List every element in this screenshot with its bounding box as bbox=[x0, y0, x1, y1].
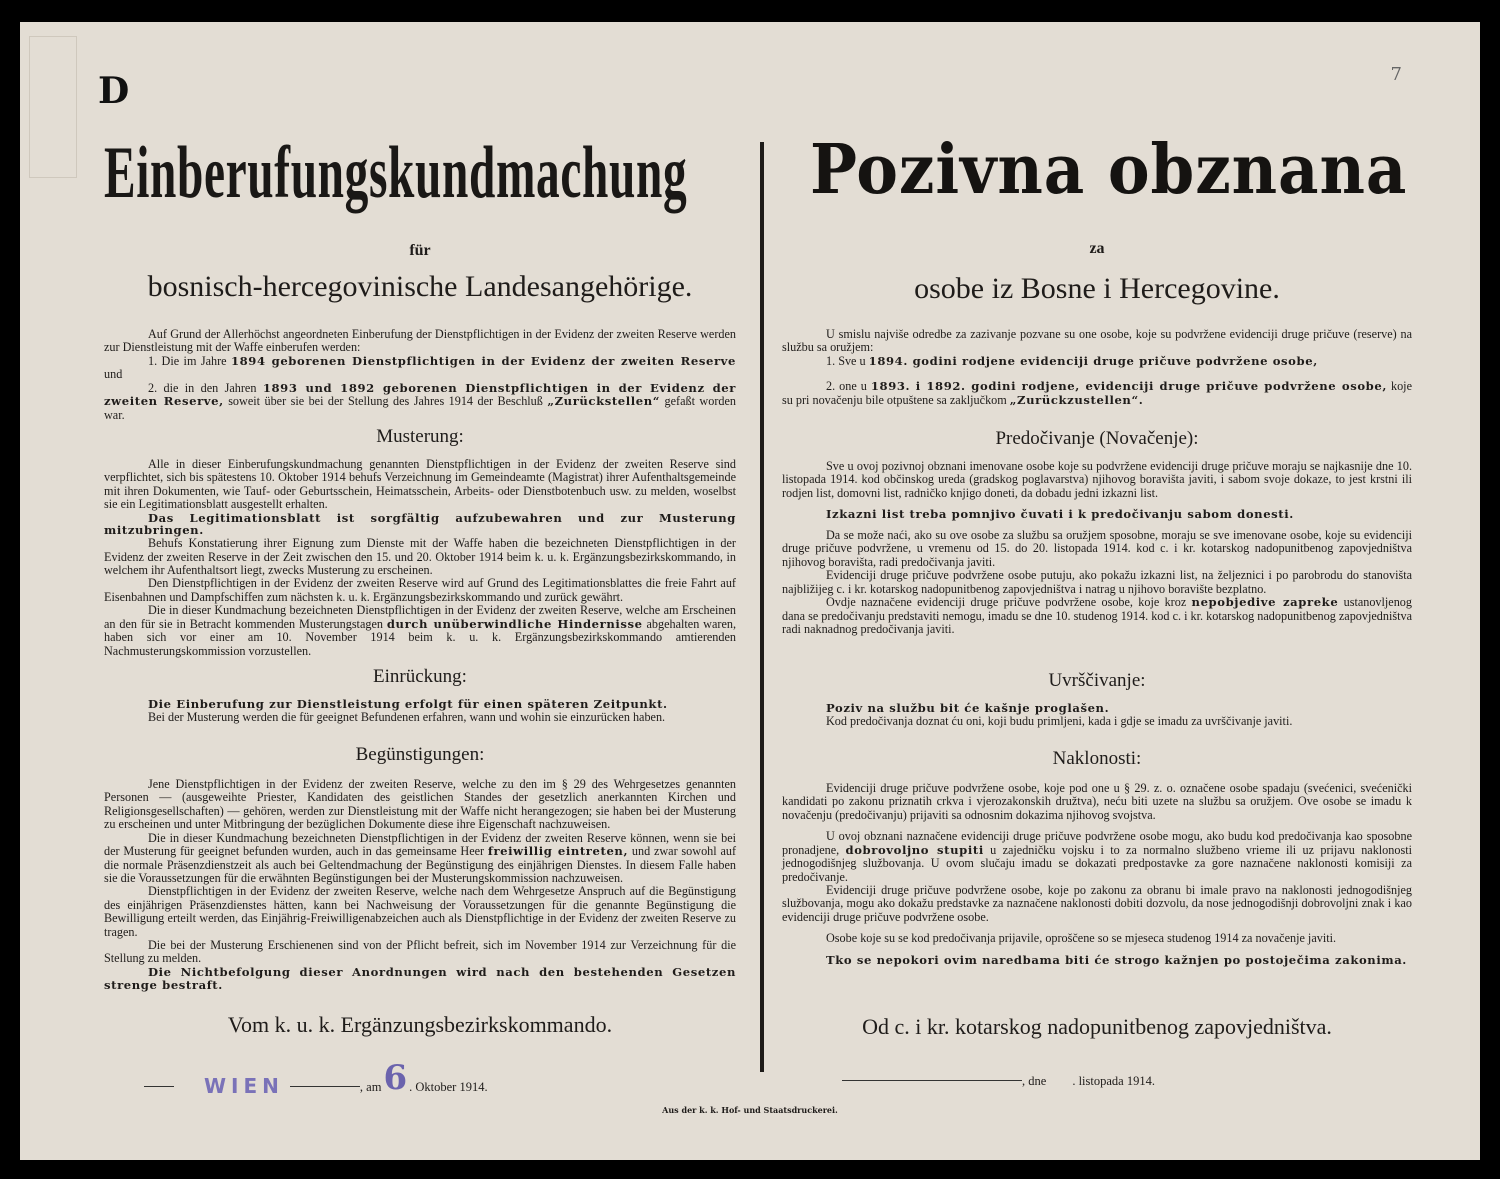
croatian-item-2: 2. one u 1893. i 1892. godini rodjene, evidenciji druge pričuve podvržene osobe, koje su pri novačenju bile otpuštene sa zaključkom „Zurückzustellen“. bbox=[782, 379, 1412, 407]
corner-letter-mark: D bbox=[98, 70, 130, 112]
printer-imprint: Aus der k. k. Hof- und Staatsdruckerei. bbox=[662, 1105, 838, 1115]
wien-stamp: WIEN bbox=[204, 1074, 284, 1098]
croatian-naklonosti: Evidenciji druge pričuve podvržene osobe, koje pod one u § 29. z. o. označene osobe spadaju (svećenici, svećenički kandidati po zakonu priznatih crkva i vjerozakonskih družtva), neću biti uzete na službu sa oružjem. Ove osobe se imadu k novačenju (predočivanju) prijaviti sa odnosnim dokazima njihovog svojstva. U ovoj obznani naznačene evidenciji druge pričuve podvržene osobe mogu, ako budu kod predočivanja kao sposobne pronadjene, dobrovoljno stupiti u zajedničku vojsku i to za normalno službeno vrieme ili uz prijavu naklonosti jednogodišnjeg službovanja. U ovom slučaju imadu se dokazati predpostavke za gore naznačene naklonosti komisiji za predočivanje. Evidenciji druge pričuve podvržene osobe, koje po zakonu za obranu bi imale pravo na naklonosti jednogodišnjeg službovanja, mogu ako dokažu predstavke za naznačene naklonosti dobiti dozvolu, da nose jednogodišnji dobrovoljni znak i kao evidenciji druge pričuve podvržene osobe. Osobe koje su se kod predočivanja prijavile, oproščene so se mjeseca studenog 1914 za novačenje javiti. Tko se nepokori ovim naredbama biti će strogo kažnjen po postoječima zakonima. bbox=[782, 781, 1412, 967]
heading-einrueckung: Einrückung: bbox=[373, 666, 467, 687]
german-item-2: 2. die in den Jahren 1893 und 1892 geborenen Dienstpflichtigen in der Evidenz der zweiten Reserve, soweit über sie bei der Stellung des Jahres 1914 der Beschluß „Zurückstellen“ gefaßt worden war. bbox=[104, 380, 736, 422]
german-subtitle: bosnisch-hercegovinische Landesangehörige. bbox=[147, 270, 693, 303]
german-musterung: Alle in dieser Einberufungskundmachung genannten Dienstpflichtigen in der Evidenz der zweiten Reserve sind verpflichtet, sich bis spätestens 10. Oktober 1914 behufs Verzeichnung im Gemeindeamte (Magistrat) ihrer Aufenthaltsgemeinde mit ihren Dokumenten, wie Tauf- oder Geburtsschein, Heimatsschein, Arbeits- oder Dienstbotenbuch usw. zu melden, woselbst sie ein Legitimationsblatt ausgestellt erhalten. Das Legitimationsblatt ist sorgfältig aufzubewahren und zur Musterung mitzubringen. Behufs Konstatierung ihrer Eignung zum Dienste mit der Waffe haben die bezeichneten Dienstpflichtigen in der Evidenz der zweiten Reserve in der Zeit zwischen den 15. und 20. Oktober 1914 beim k. u. k. Ergänzungsbezirkskommando, in welchem ihr Aufenthaltsort liegt, zwecks Musterung zu erscheinen. Den Dienstpflichtigen in der Evidenz der zweiten Reserve wird auf Grund des Legitimationsblattes die freie Fahrt auf Eisenbahnen und Dampfschiffen zum nächsten k. u. k. Ergänzungsbezirkskommando und zurück gewährt. Die in dieser Kundmachung bezeichneten Dienstpflichtigen in der Evidenz der zweiten Reserve, welche am Erscheinen an den für sie in Betracht kommenden Musterungstagen durch unüberwindliche Hindernisse abgehalten waren, haben sich vor einer am 10. November 1914 beim k. u. k. Ergänzungsbezirkskommando amtierenden Nachmusterungskommission vorzustellen. bbox=[104, 457, 737, 658]
handwritten-day: 6 bbox=[383, 1058, 408, 1098]
german-beguenstigungen: Jene Dienstpflichtigen in der Evidenz der zweiten Reserve, welche zu den im § 29 des Wehrgesetzes genannten Personen — (ausgeweihte Priester, Kandidaten des geistlichen Standes der gesetzlich anerkannten Kirchen und Religionsgesellschaften) — gehören, werden zur Dienstleistung mit der Waffe nicht herangezogen; sie haben bei der Musterung zu erscheinen und unter Mitbringung der bezüglichen Dokumente diese ihre Eigenschaft nachzuweisen. Die in dieser Kundmachung bezeichneten Dienstpflichtigen in der Evidenz der zweiten Reserve können, wenn sie bei der Musterung für geeignet befunden wurden, auch in das gemeinsame Heer freiwillig eintreten, und zwar sowohl auf die normale Präsenzdienstzeit als auch bei Geltendmachung der Begünstigung des einjährigen Dienstes. In diesem Falle haben sie die Voraussetzungen für die erwähnten Begünstigungen bei der Musterungskommission nachzuweisen. Dienstpflichtigen in der Evidenz der zweiten Reserve, welche nach dem Wehrgesetze Anspruch auf die Begünstigung des einjährigen Präsenzdienstes hätten, kann bei Nachweisung der Voraussetzungen für die genannte Begünstigung die Bewilligung erteilt werden, das Einjährig-Freiwilligenabzeichen auch als Dienstpflichtige in der Evidenz der zweiten Reserve zu tragen. Die bei der Musterung Erschienenen sind von der Pflicht befreit, sich im November 1914 zur Verzeichnung für die Stellung zu melden. Die Nichtbefolgung dieser Anordnungen wird nach den bestehenden Gesetzen strenge bestraft. bbox=[104, 777, 737, 992]
german-intro-text: Auf Grund der Allerhöchst angeordneten Einberufung der Dienstpflichtigen in der Evidenz der zweiten Reserve werden zur Dienstleistung mit der Waffe einberufen werden: bbox=[104, 327, 736, 355]
german-signature: Vom k. u. k. Ergänzungsbezirkskommando. bbox=[227, 1012, 613, 1037]
poster-sheet bbox=[20, 22, 1480, 1160]
pencil-note: 7 bbox=[1390, 64, 1402, 85]
fold-mark bbox=[29, 36, 77, 178]
croatian-title: Pozivna obznana bbox=[810, 130, 1408, 210]
german-fuer: für bbox=[409, 242, 431, 259]
croatian-signature: Od c. i kr. kotarskog nadopunitbenog zapovjedništva. bbox=[862, 1014, 1332, 1039]
german-dateline: WIEN , am6 . Oktober 1914. bbox=[144, 1058, 488, 1098]
croatian-za: za bbox=[1089, 240, 1105, 257]
heading-naklonosti: Naklonosti: bbox=[1052, 748, 1142, 769]
croatian-item-1: 1. Sve u 1894. godini rodjene evidenciji druge pričuve podvržene osobe, bbox=[826, 353, 1318, 368]
croatian-intro: U smislu najviše odredbe za zazivanje pozvane su one osobe, koje su podvržene evidenciji druge pričuve (reserve) na službu sa oružjem: 1. Sve u 1894. godini rodjene evidenciji druge pričuve podvržene osobe, 2. one u 1893. i 1892. godini rodjene, evidenciji druge pričuve podvržene osobe, koje su pri novačenju bile otpuštene sa zaključkom „Zurückzustellen“. bbox=[782, 327, 1412, 407]
croatian-uvrscivanje: Poziv na službu bit će kašnje proglašen. Kod predočivanja doznat ću oni, koji budu primljeni, kada i gdje se imadu za uvrščivanje javiti. bbox=[826, 701, 1293, 728]
german-intro bbox=[104, 328, 736, 422]
croatian-predocivanje: Sve u ovoj pozivnoj obznani imenovane osobe koje su podvržene evidenciji druge pričuve moraju se najkasnije dne 10. listopada 1914. kod občinskog ureda (gradskog poglavarstva) njihovog boravišta javiti, i sabom svoje dokaze, to jest krstni ili rodjen list, domovni list, radničko knjigo doneti, da dobadu jedni izkazni list. Izkazni list treba pomnjivo čuvati i k predočivanju sabom donesti. Da se može naći, ako su ove osobe za službu sa oružjem sposobne, moraju se sve imenovane osobe, koje su evidenciji druge pričuve podvržene, u vremenu od 15. do 20. listopada 1914. kod c. i kr. kotarskog nadopunitbenog zapovjedništva njihovog boravišta, radi predočivanja javiti. Evidenciji druge pričuve podvržene osobe putuju, ako pokažu izkazni list, na željeznici i po parobrodu do stanovišta najbližijeg c. i kr. kotarskog nadopunitbenog zapovjedništva i natrag u njihovo boravište bezplatno. Ovdje naznačene evidenciji druge pričuve podvržene osobe, koje kroz nepobjedive zapreke ustanovljenog dana se predočivanju predstaviti nemogu, imadu se dne 10. studenog 1914. kod c. i kr. kotarskog nadopunitbenog zapovjedništva radi naknadnog predočivanja javiti. bbox=[782, 459, 1412, 636]
heading-predocivanje: Predočivanje (Novačenje): bbox=[995, 428, 1199, 449]
german-item-1: 1. Die im Jahre 1894 geborenen Dienstpflichtigen in der Evidenz der zweiten Reserve und bbox=[104, 353, 736, 382]
heading-beguenstigungen: Begünstigungen: bbox=[355, 744, 485, 765]
column-divider bbox=[760, 142, 764, 1072]
croatian-subtitle: osobe iz Bosne i Hercegovine. bbox=[914, 272, 1280, 305]
heading-uvrscivanje: Uvrščivanje: bbox=[1048, 670, 1146, 691]
croatian-dateline: , dne . listopada 1914. bbox=[842, 1074, 1155, 1089]
heading-musterung: Musterung: bbox=[376, 426, 464, 447]
german-einrueckung: Die Einberufung zur Dienstleistung erfolgt für einen späteren Zeitpunkt. Bei der Musterung werden die für geeignet Befundenen erfahren, wann und wohin sie einzurücken haben. bbox=[148, 697, 668, 724]
german-title: Einberufungskundmachung bbox=[104, 132, 688, 214]
